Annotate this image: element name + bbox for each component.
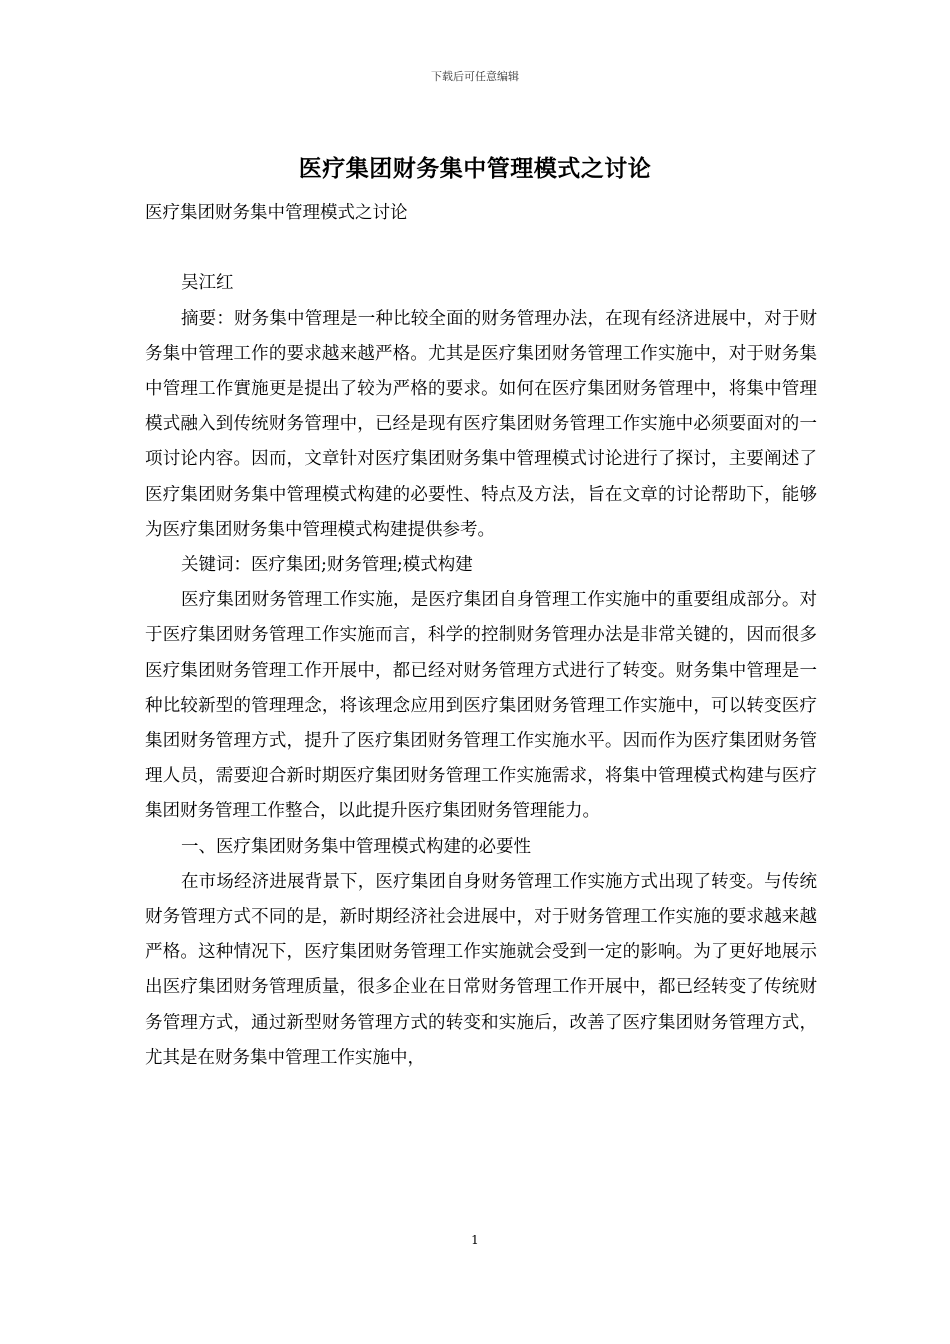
keywords-line: 关键词：医疗集团;财务管理;模式构建 bbox=[181, 555, 473, 576]
body-paragraph-2: 在市场经济进展背景下，医疗集团自身财务管理工作实施方式出现了转变。与传统财务管理方式不同的是，新时期经济社会进展中，对于财务管理工作实施的要求越来越严格。这种情况下，医疗集团财务管理工作实施就会受到一定的影响。为了更好地展示出医疗集团财务管理质量，很多企业在日常财务管理工作开展中，都已经转变了传统财务管理方式，通过新型财务管理方式的转变和实施后，改善了医疗集团财务管理方式，尤其是在财务集中管理工作实施中， bbox=[145, 871, 817, 1068]
body-paragraph-1: 医疗集团财务管理工作实施，是医疗集团自身管理工作实施中的重要组成部分。对于医疗集团财务管理工作实施而言，科学的控制财务管理办法是非常关键的，因而很多医疗集团财务管理工作开展中，都已经对财务管理方式进行了转变。财务集中管理是一种比较新型的管理理念，将该理念应用到医疗集团财务管理工作实施中，可以转变医疗集团财务管理方式，提升了医疗集团财务管理工作实施水平。因而作为医疗集团财务管理人员，需要迎合新时期医疗集团财务管理工作实施需求，将集中管理模式构建与医疗集团财务管理工作整合，以此提升医疗集团财务管理能力。 bbox=[145, 590, 817, 822]
document-body bbox=[145, 196, 817, 1076]
blank-line bbox=[145, 231, 817, 266]
header-note: 下载后可任意编辑 bbox=[431, 70, 519, 83]
document-subtitle: 医疗集团财务集中管理模式之讨论 bbox=[145, 203, 408, 223]
abstract-paragraph: 摘要：财务集中管理是一种比较全面的财务管理办法，在现有经济进展中，对于财务集中管理工作的要求越来越严格。尤其是医疗集团财务管理工作实施中，对于财务集中管理工作實施更是提出了较为严格的要求。如何在医疗集团财务管理中，将集中管理模式融入到传统财务管理中，已经是现有医疗集团财务管理工作实施中必须要面对的一项讨论内容。因而，文章针对医疗集团财务集中管理模式讨论进行了探讨，主要阐述了医疗集团财务集中管理模式构建的必要性、特点及方法，旨在文章的讨论帮助下，能够为医疗集团财务集中管理模式构建提供参考。 bbox=[145, 308, 817, 540]
document-title: 医疗集团财务集中管理模式之讨论 bbox=[298, 155, 652, 182]
page-number: 1 bbox=[471, 1233, 479, 1247]
section-heading-1: 一、医疗集团财务集中管理模式构建的必要性 bbox=[181, 836, 531, 857]
author-name: 吴江红 bbox=[181, 273, 234, 294]
